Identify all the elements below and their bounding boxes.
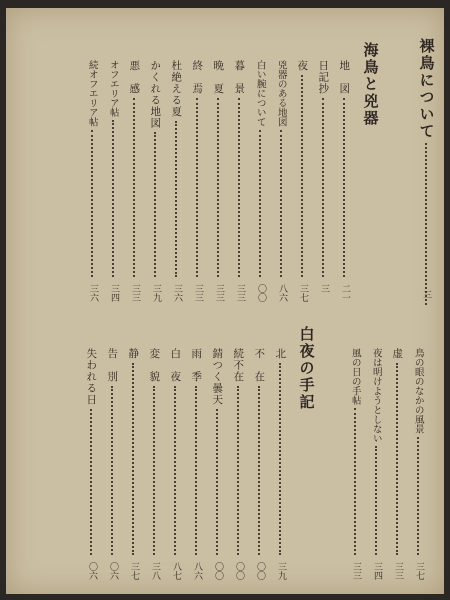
toc-entry: 兇器のある地図 <box>273 60 289 280</box>
toc-entry: 錆つく曇天 <box>209 348 225 558</box>
toc-entry: 夜 <box>294 60 310 280</box>
page-number: 三七 <box>129 562 139 580</box>
page-number: 〇〇 <box>255 562 265 580</box>
page-number: 三四 <box>109 284 119 302</box>
section-title-3: 白夜の手記 <box>297 326 316 411</box>
toc-entry: 晩 夏 <box>210 60 226 280</box>
toc-entry: 杜絶える夏 <box>168 60 184 280</box>
toc-entry: 鳥の眼のなかの風景 <box>410 348 426 558</box>
toc-entry: 白 夜 <box>167 348 183 558</box>
page-number: 〇六 <box>108 562 118 580</box>
page-number: 八六 <box>277 284 287 302</box>
toc-entry: 悪 感 <box>126 60 142 280</box>
toc-entry: 地 図 <box>336 60 352 280</box>
page-number: 三四 <box>372 562 382 580</box>
toc-entry: 白い腕について <box>252 60 268 280</box>
toc-entry: 変 貌 <box>146 348 162 558</box>
toc-entry: 失われる日 <box>83 348 99 558</box>
page-number: 三三 <box>193 284 203 302</box>
section-title-2: 海鳥と兇器 <box>361 42 380 127</box>
toc-entry: かくれる地図 <box>147 60 163 280</box>
page-number: 三九 <box>151 284 161 302</box>
toc-entry: 夜は明けようとしない <box>368 348 384 558</box>
page-number: 〇〇 <box>234 562 244 580</box>
page-number: 三 <box>421 290 431 299</box>
page-number: 三三 <box>393 562 403 580</box>
page-number: 三三 <box>351 562 361 580</box>
toc-entry: 終 焉 <box>189 60 205 280</box>
page-number: 三八 <box>150 562 160 580</box>
toc-entry: 虚 <box>389 348 405 558</box>
toc-entry: 続不在 <box>230 348 246 558</box>
page-number: 八六 <box>192 562 202 580</box>
toc-entry: オフエリア帖 <box>105 60 121 280</box>
toc-entry: 風の日の手帖 <box>347 348 363 558</box>
toc-entry: 日記抄 <box>315 60 331 280</box>
page-number: 〇〇 <box>213 562 223 580</box>
page-number: 三三 <box>130 284 140 302</box>
page-number: 三 <box>319 284 329 293</box>
toc-entry: 北 <box>272 348 288 558</box>
toc-entry: 静 <box>125 348 141 558</box>
page-number: 三九 <box>276 562 286 580</box>
toc-entry: 不 在 <box>251 348 267 558</box>
page-number: 三六 <box>88 284 98 302</box>
page-number: 〇〇 <box>256 284 266 302</box>
page-number: 三三 <box>214 284 224 302</box>
page-number: 〇六 <box>87 562 97 580</box>
toc-entry: 続オフエリア帖 <box>84 60 100 280</box>
page-number: 二一 <box>340 284 350 302</box>
page-number: 三三 <box>235 284 245 302</box>
page-number: 三七 <box>414 562 424 580</box>
page-number: 三七 <box>298 284 308 302</box>
page-number: 八七 <box>171 562 181 580</box>
book-page <box>6 8 444 594</box>
page-number: 三六 <box>172 284 182 302</box>
section-title-1: 裸鳥について <box>418 38 434 308</box>
toc-entry: 雨 季 <box>188 348 204 558</box>
toc-entry: 暮 景 <box>231 60 247 280</box>
toc-entry: 告 別 <box>104 348 120 558</box>
